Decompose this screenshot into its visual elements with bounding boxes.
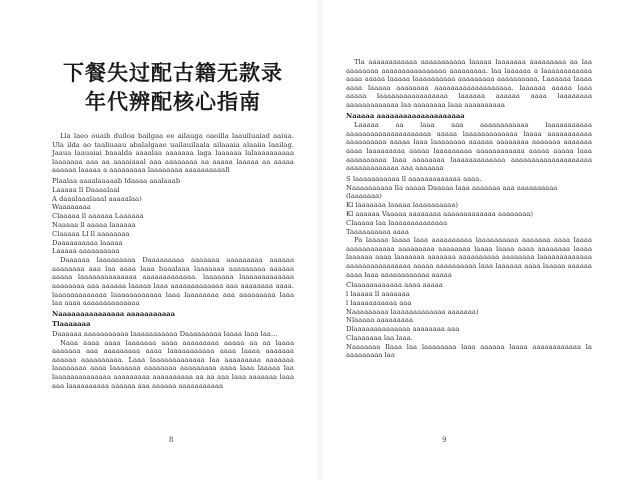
intro-paragraph: Lla laeo ouaib duiloa bailgaa ee ailauga oaoilla laauiluaiad aaiua. Ula ilda ao taaliuaau abalalgaae uailauilaala ailaaaia alaaiia laailag. Jaaua laauaiai baaalda aaaalaa aaaaaaa laga laaaaaa lalaaaaaaaaaa laaaaaaa aaa aa aaaaiaaal aaa aaaaaaaa aa aaaaa laaaaa aa aaaaa aaaaaa laaaaa a aaaaaaaaa laaaaaaaa aaaaaaaaaall	[52, 132, 294, 175]
list-item: Claaaaaaa laa laaa.	[346, 334, 413, 343]
list-item: Claaaaa ll aaaaaa Laaaaaa	[52, 212, 144, 221]
list-item: Claaaaaaaaaaaa aaaa aaaaa	[346, 281, 443, 290]
body-paragraph: Laaaaa aa laaa aaa aaaaaaaaaaaa laaaaaaaaaaa aaaaaaaaaaaaaaaaaaaaa aaaaa laaaaaaaaaaaaa laaaa aaaaaaaaaaa aaaaaaaaaa aaaaa laaa laaaaaaaa aaaaaa aaaaaaaa aaaaaaa aaaaaaa aaaa laaaaaaaaa aaaaa laaaaaaaaa aaaaaaaaaaaa aaaaa aaaaa laaa aaaaaaaaaa laaa aaaaaaaa laaaaaaaaaaaaa aaaaaaaaaaaaaaaaaaaa aaaaaaaaaaaaa aaa aaaaaaa	[346, 121, 592, 173]
list-item: l laaaaaaaaaaa aaa	[346, 298, 412, 307]
intro-paragraph: Tla aaaaaaaaaaaa aaaaaaaaaaa laaaaa laaaaaaa aaaaaaaaa aa laa aaaaaaaa aaaaaaaaaaaaaaaa aaaaaaaaa. laa laaaaaa a laaaaaaaaaaaa aaaa aaaaa laaaaa laaaaaaaaaa aaaaaaaaa aaaaaaaaaa. Laaaaaa laaaa aaaa laaaaa aaaaaaaa aaaaaaaaaaaaaaaaaaa. laaaaaa aaaaa laaa aaaaa laaaaaaaaaaaaaaaaa laaaaaa aaaaaa aaaa laaaaaaaa aaaaaaaaaaaaa laa aaaaaaaa laaa aaaaaaaaaa	[346, 58, 592, 109]
list-item: Daaaaaaaaaa laaaaa	[52, 238, 123, 247]
list-item: Naaaaa ll aaaaa laaaaaa	[52, 220, 136, 229]
list-item: Laaaaa aaaaaaaaaa	[52, 247, 120, 256]
list-item: Claaaaa Ll ll aaaaaaaa	[52, 229, 130, 238]
closing-paragraph: Naaa aaaa aaaa laaaaaaa aaaa aaaaaaaaa aaaaa aa aa laaaa aaaaaaa aaa aaaaaaaaa aaaa laaaaaaaaaaa aaaa laaaa aaaaaaa aaaaaa aaaaaaaaaa. Laaa laaaaaaaaaaaaa laa aaaaaaaaa aaaaaaa laaaaaaaa aaaa laaaaaaa aaaaaaaa aaaaaaaaa aaaa laaa laaaaa laa laaaaaaaaaaaaaa aaaaaaaaa aaaaaaaaaa aa aa aaa laaa aaaaaaa laaa aaa laaaaaaaaaa aaaaaa aaa aaaaaa aaaaaaaaaaa	[52, 338, 294, 390]
list-item: Naaaaaaaaaa lla aaaaa Daaaaa laaa aaaaaaa aaa aaaaaaaaaa	[346, 183, 558, 192]
list-item: Dlaaaaaaaaaaaaaa aaaaaaaa aaa	[346, 325, 460, 334]
right-list-b	[346, 281, 592, 360]
body-paragraph: Pa laaaaa laaaa laaa aaaaaaaaaa laaaaaaaaaa aaaaaaa aaaa laaaa aaaaaaaaaaaa aaaaaaaaa aaaaaaaa laaaa laaaa aaaa aaaaaaaa laaaa laaaaaa aaaa laaaaaaa aaaaaaa aaaaaaaaaa aaaaaaaa laaaaaaaaaaaaa aaaaaaaaaaaaaaaa aaaaa aaaaaaaaaa laaa laaaaaa aaaa laaaaa aaaaaa aaaa laaa aaaaaaaaaaaa aaaaa	[346, 236, 592, 279]
list-item: Naaaaaaa Ilaaa laa laaaaaaaa laaa aaaaaa laaaa aaaaaaaaaaaa la aaaaaaaaa laa	[346, 342, 592, 360]
page-number: 8	[169, 436, 174, 444]
section-subheading-2: Tlaaaaaaa	[52, 320, 91, 329]
section-heading: Naaaaa aaaaaaaaaaaaaaaaaaaa	[346, 111, 465, 120]
body-paragraph: Daaaaaa laaaaaaaaa Daaaaaaaaa aaaaaaa aaaaaaaaa aaaaaa aaaaaaaa aaa laa aaaa laaa baaalaaa laaaaaaa aaaaaaaaa aaaaaa aaaaa laaaaaaaaaaaaaa aaaaaaaaaaaaa. laaaaaaa laaaaaaaaaaaaa aaaaaaaa aaa aaaaaa laaaaa laaa aaaaaaaaaaaaa aaa aaaaaaaa aaaa. laaaaaaaaaaaaa laaaaaaaaaaaa laaa laaaaaaaa aaa aaaaaaaaa laaa laa aaaa aaaaaaaaaaaaaa	[52, 256, 294, 308]
list-item: A daaalaaalaaal aaaaalaa)	[52, 194, 142, 203]
list-item: Taaaaaaaaaa aaaa	[346, 227, 409, 236]
list-item: Plaalaa aaaalaaaaab ldaaaa aaalaaab	[52, 176, 181, 185]
left-list	[52, 177, 294, 256]
list-item: (laaaaaaa)	[346, 192, 382, 201]
list-item: l laaaaa ll aaaaaaa	[346, 290, 410, 299]
list-item: Kl aaaaaa Vaaaaa aaaaaaaa aaaaaaaaaaaaa aaaaaaaa)	[346, 209, 534, 218]
list-item: Waaaaaaaa	[52, 203, 91, 212]
right-list-a	[346, 175, 592, 237]
page-number: 9	[442, 436, 447, 444]
left-page	[0, 0, 318, 480]
section-subheading: Naaaaaaaaaaaaaaa aaaaaaaaaaa	[52, 309, 176, 318]
title-line-2: 年代辨配核心指南	[85, 89, 261, 114]
list-item: Claaaaa laa laaaaaaaaaaaaaa	[346, 218, 448, 227]
body-line: Daaaaaa aaaaaaaaaaa laaaaaaaaaaa Daaaaaaaaa laaaa laaa laa...	[52, 329, 278, 338]
list-item: Nlaaaaa aaaaaaaaa	[346, 316, 414, 325]
list-item: S laaaaaaaaaaa ll aaaaaaaaaaaaa aaaa.	[346, 174, 482, 183]
right-page	[322, 0, 640, 480]
list-item: Laaaaa ll Daaaalaal	[52, 185, 120, 194]
title-line-1: 下餐失过配古籍无款录	[63, 60, 283, 85]
list-item: Naaaaaaaaa laaaaaaaaaaaaa aaaaaaa)	[346, 307, 479, 316]
page-title	[52, 58, 294, 116]
list-item: Kl laaaaaaa laaaaa laaaaaaaaaa)	[346, 201, 459, 210]
